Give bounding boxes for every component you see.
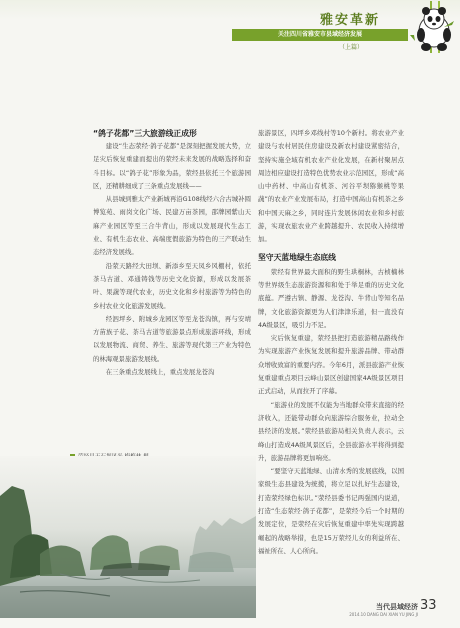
right-paragraph: “旅游业的发展不仅能为当地群众带来直接的经济收入，还能带动群众向旅游综合服务业，拉动全县经济的发展。”荥经县旅游局相关负责人表示，云峰山打造成4A级风景区后，全县旅游水平将得到提升，旅游品牌将更加响亮。 bbox=[258, 400, 404, 462]
right-paragraph: 灾后恢复重建，荥经县把打造旅游精品路线作为实现旅游产业恢复发展和提升旅游品牌、带动群众增收致富的重要内容。今年6月，派县旅游产业恢复重建重点项目云峰山景区创建国家4A级景区项目正式启动，从而拉开了序幕。 bbox=[258, 334, 404, 396]
left-paragraph: 从县城到雅太产业新城再沿G108线经六合古城补圆博览苑、雨岗文化广场、民建万亩茶园，邵牌园紫山天麻产业园区等至三合牛背山，形成以发展现代生态工业、有机生态农业、高端度假旅游为特色的三产联动生态经济发展线。 bbox=[93, 195, 251, 257]
right-paragraph: 旅游景区，四坪乡邓线村等10个新村。将农业产业建设与农村居民住房建设及新农村建设紧密结合，坚持实施全域有机农业产业化发展，在新村聚居点周边相应建设打造特色优势农业示范园区，形成“高山中药材、中高山有机茶、河谷平坝猕猴桃等果蔬”的农业产业发展布局，打造中国高山有机茶之乡和中国天麻之乡，同时连片发展休闲农业和乡村旅游，实现农旅农业产业跨越提升、农民收入持续增加。 bbox=[258, 129, 404, 244]
page-number: 33 bbox=[420, 598, 437, 613]
right-heading: 坚守天蓝地绿生态底线 bbox=[258, 252, 336, 262]
right-paragraph: “要坚守天蓝地绿、山清水秀的发展底线，以国家级生态县建设为统揽，将立足以扎好生态建设，打造荥经绿色标识。”荥经县委书记两强国内说道，打造“生态荥经·鸽子花都”，是荥经今后一个时期的发展定位，是荥经在灾后恢复重建中率先实现跨越崛起的战略举措，也是15万荥经儿女的利益所在、福祉所在、人心所向。 bbox=[258, 467, 404, 555]
right-column bbox=[258, 127, 404, 558]
panda-illustration bbox=[410, 1, 456, 53]
section-subtitle: 关注四川省雅安市县域经济发展 bbox=[277, 31, 362, 38]
right-paragraph: 荥经有世界最大面积的野生珙桐林，古桢楠林等世界级生态旅游资源和和处于举足重的历史文化底蕴。严遵古镇、静源、龙苍沟、牛背山等知名品牌，文化旅游资源更为人们津津乐道，但一直没有4A级景区，吸引力不足。 bbox=[258, 267, 404, 329]
section-title: 雅安革新 bbox=[319, 13, 380, 28]
left-heading: “鸽子花都”三大旅游线正成形 bbox=[93, 129, 197, 138]
issue-label: 2014.10 DANG DAI XIAN YU JING JI bbox=[349, 612, 418, 617]
section-part: （上篇） bbox=[338, 44, 363, 51]
left-paragraph: 建设“生态荥经·鸽子花都”是深刻把握发展大势，立足灾后恢复重建而提出的荥经未来发展的战略选择和奋斗目标。以“鸽子花”形象为品，荥经县依托三个旅游园区，还精耕细成了三条重点发展线—— bbox=[93, 142, 251, 190]
left-paragraph: 在三条重点发展线上，重点发展龙苍沟 bbox=[105, 368, 215, 377]
left-column bbox=[93, 127, 251, 379]
publication-name: 当代县域经济 bbox=[376, 603, 418, 611]
left-paragraph: 经泗坪乡、附城乡龙园区等至龙苍沟镇，再与安靖方苗族子花、茶马古道等旅游景点形成旅游环线，形成以发展物流、商贸、养生、旅游等现代第三产业为特色的林海观景旅游发展线。 bbox=[93, 314, 251, 363]
landscape-photo bbox=[0, 456, 256, 618]
left-paragraph: 沿荥天路经大田坝、新添乡至天凤乡风棚村，依托茶马古道、邓通铸钱等历史文化资源，形成以发展茶叶、果蔬等现代农业，历史文化和乡村旅游等为特色的乡村农业文化旅游发展线。 bbox=[93, 261, 251, 310]
